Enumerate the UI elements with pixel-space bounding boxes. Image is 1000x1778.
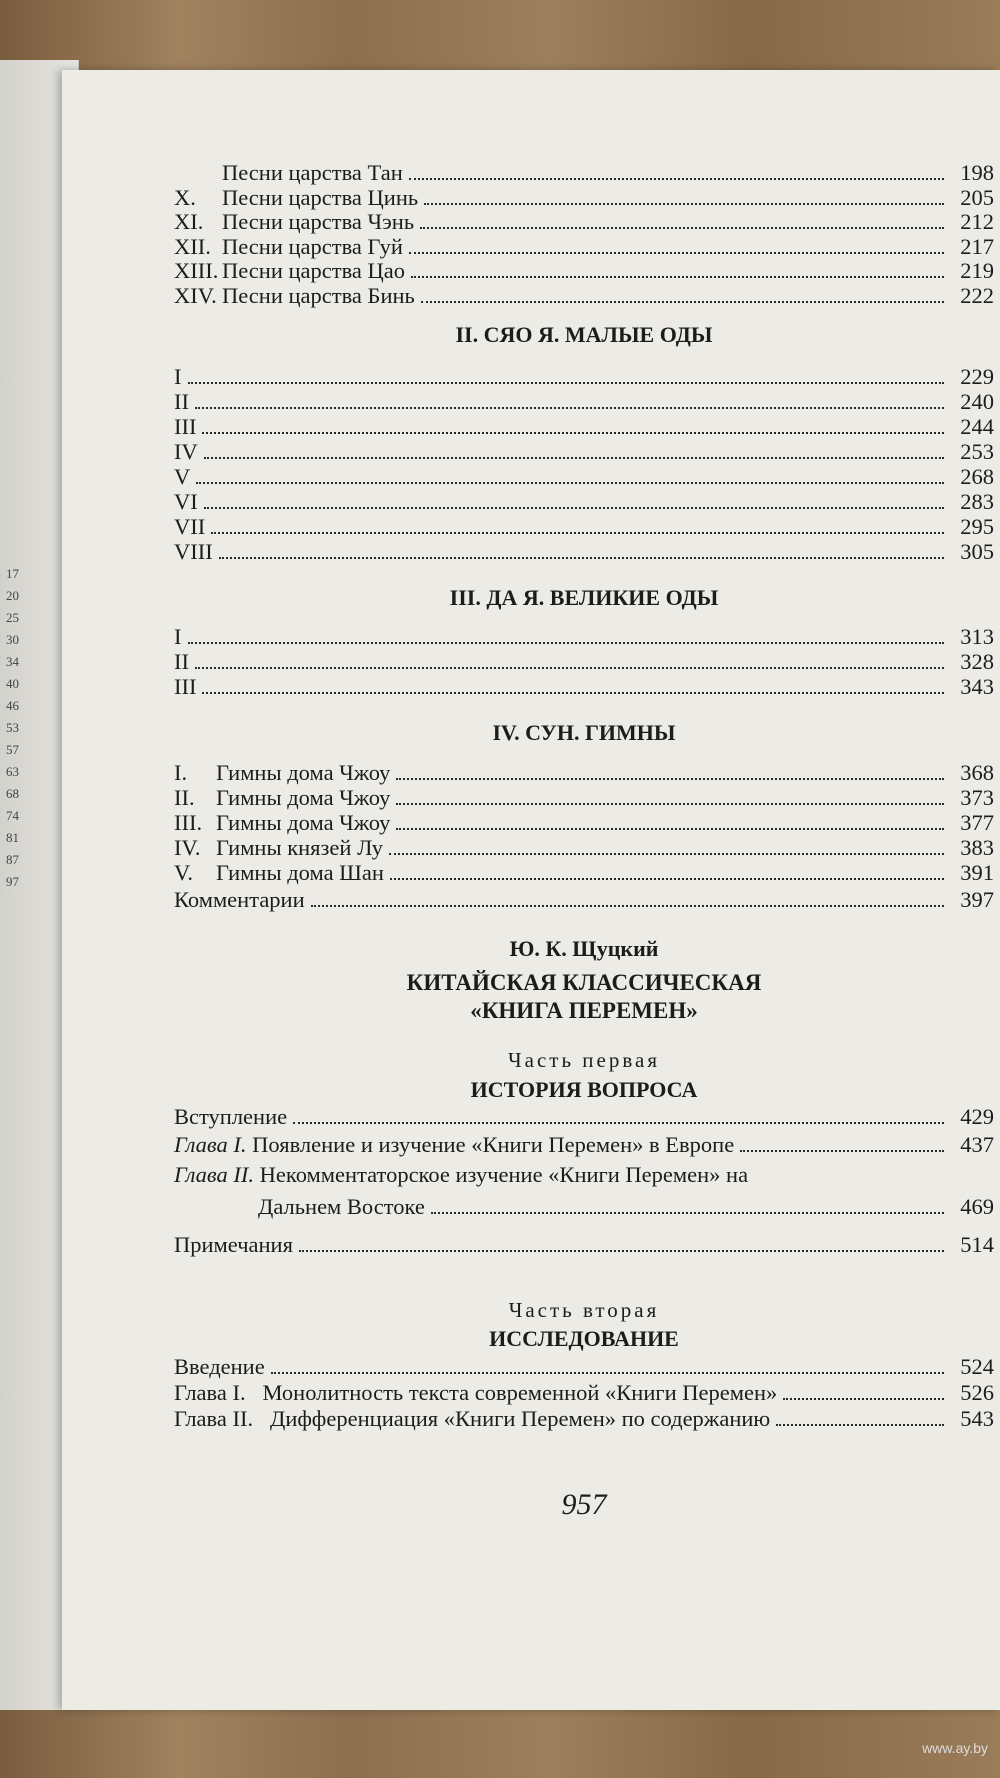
left-page-number: 40 [6,676,19,691]
entry-title: Гимны князей Лу [216,835,384,860]
entry-number: II [174,649,189,674]
entry-number: VI [174,489,198,514]
left-page-number: 68 [6,786,19,801]
toc-entry-sun [174,833,994,861]
entry-number: IV [174,439,198,464]
leader-dots [195,667,944,669]
toc-entry-xiao-ya [174,412,994,440]
entry-page: 268 [960,464,994,489]
entry-number: XI. [174,209,204,234]
left-page-number: 74 [6,808,19,823]
entry-number: II. [174,785,195,810]
entry-title: Песни царства Гуй [222,233,403,259]
entry-page: 383 [960,835,994,860]
toc-entry-part1-ch1: Глава I. Появление и изучение «Книги Перемен» в Европе 437 [174,1132,994,1157]
entry-title: Гимны дома Шан [216,860,384,885]
left-page-number: 34 [6,654,19,669]
entry-number: V. [174,860,193,885]
leader-dots [195,407,944,409]
left-page-number: 97 [6,874,19,889]
entry-number: I [174,364,182,389]
left-page-number: 20 [6,588,19,603]
leader-dots [204,507,944,509]
leader-dots [396,828,944,830]
entry-page: 343 [960,674,994,699]
toc-entry-sun [174,808,994,836]
part2-heading: ИССЛЕДОВАНИЕ [489,1326,679,1351]
toc-entry-xiao-ya [174,362,994,390]
entry-title: Песни царства Чэнь [222,209,415,234]
entry-page: 222 [960,282,994,308]
toc-entry-sun [174,758,994,786]
toc-entry-xiao-ya [174,437,994,465]
leader-dots [411,276,944,278]
toc-entry-part1-notes: Примечания 514 [174,1232,994,1257]
toc-entry-xiao-ya [174,387,994,415]
entry-page: 295 [960,514,994,539]
entry-title: Песни царства Цинь [222,184,419,210]
entry-page: 253 [960,439,994,464]
left-page-number: 46 [6,698,19,713]
watermark: www.ay.by [922,1740,988,1756]
leader-dots [396,778,944,780]
entry-number: III [174,414,197,439]
left-page-number: 87 [6,852,19,867]
toc-entry-part2-ch2: Глава II. Дифференциация «Книги Перемен» по содержанию 543 [174,1406,994,1431]
toc-entry-da-ya [174,672,994,700]
entry-number: XIV. [174,282,217,308]
entry-page: 229 [960,364,994,389]
leader-dots [196,482,944,484]
leader-dots [409,252,944,254]
toc-entry-songs [174,281,994,309]
section-heading-sun: IV. СУН. ГИМНЫ [492,720,676,745]
toc-entry-part1-ch2-line1: Глава II. Некомментаторское изучение «Книги Перемен» на [174,1162,749,1187]
entry-page: 373 [960,785,994,810]
toc-entry-da-ya [174,647,994,675]
entry-page: 244 [960,414,994,439]
entry-page: 377 [960,810,994,835]
leader-dots [389,853,944,855]
leader-dots [188,642,945,644]
leader-dots [211,532,944,534]
entry-number: II [174,389,189,414]
entry-page: 305 [960,539,994,564]
entry-page: 328 [960,649,994,674]
entry-number: XIII. [174,258,219,283]
entry-page: 283 [960,489,994,514]
book-page [62,70,1000,1710]
entry-page: 219 [960,258,994,283]
leader-dots [396,803,944,805]
entry-page: 212 [960,209,994,234]
left-page-number: 63 [6,764,19,779]
part2-label: Часть вторая [508,1298,660,1322]
author-name: Ю. К. Щуцкий [509,936,659,961]
toc-entry-sun [174,783,994,811]
entry-number: I [174,624,182,649]
entry-number: X. [174,184,196,210]
section-heading-da-ya: III. ДА Я. ВЕЛИКИЕ ОДЫ [449,585,719,610]
toc-entry-part2-intro: Введение 524 [174,1354,994,1379]
leader-dots [202,432,944,434]
part1-heading: ИСТОРИЯ ВОПРОСА [470,1077,698,1102]
toc-entry-part1-ch2-line2: Дальнем Востоке 469 [258,1194,994,1219]
entry-number: III [174,674,197,699]
toc-entry-xiao-ya [174,537,994,565]
toc-entry-xiao-ya [174,487,994,515]
entry-page: 205 [960,184,994,210]
entry-page: 217 [960,233,994,259]
entry-number: XII. [174,233,211,259]
toc-entry-xiao-ya [174,462,994,490]
part1-label: Часть первая [508,1048,660,1072]
entry-page: 198 [960,160,994,185]
leader-dots [409,178,944,180]
entry-title: Песни царства Цао [222,258,406,283]
entry-page: 368 [960,760,994,785]
entry-page: 391 [960,860,994,885]
toc-entry-part1-intro: Вступление 429 [174,1104,994,1129]
section-heading-xiao-ya: II. СЯО Я. МАЛЫЕ ОДЫ [455,322,713,347]
leader-dots [424,203,944,205]
entry-title: Гимны дома Чжоу [216,810,391,835]
entry-number: VIII [174,539,213,564]
entry-number: V [174,464,191,489]
leader-dots [204,457,944,459]
leader-dots [390,878,944,880]
leader-dots [188,382,945,384]
entry-number: VII [174,514,206,539]
left-page-number: 57 [6,742,19,757]
book-title-line2: «КНИГА ПЕРЕМЕН» [470,998,698,1023]
toc-entry-xiao-ya [174,512,994,540]
toc-entry-part2-ch1: Глава I. Монолитность текста современной «Книги Перемен» 526 [174,1380,994,1405]
toc-entry-da-ya [174,622,994,650]
left-page-number: 81 [6,830,19,845]
entry-title: Песни царства Бинь [222,282,415,308]
entry-number: IV. [174,835,201,860]
left-page-number: 30 [6,632,19,647]
leader-dots [421,301,944,303]
entry-number: III. [174,810,203,835]
leader-dots [420,227,944,229]
toc-entry-sun [174,858,994,886]
leader-dots [202,692,944,694]
entry-title: Песни царства Тан [222,160,403,185]
book-title-line1: КИТАЙСКАЯ КЛАССИЧЕСКАЯ [406,970,762,995]
entry-page: 240 [960,389,994,414]
left-page-number: 17 [6,566,19,581]
left-page-number: 53 [6,720,19,735]
entry-title: Гимны дома Чжоу [216,760,391,785]
leader-dots [219,557,944,559]
entry-title: Гимны дома Чжоу [216,785,391,810]
toc-entry-comments: Комментарии 397 [174,887,994,912]
page-number: 957 [561,1488,607,1521]
entry-page: 313 [960,624,994,649]
left-page-number: 25 [6,610,19,625]
entry-number: I. [174,760,188,785]
